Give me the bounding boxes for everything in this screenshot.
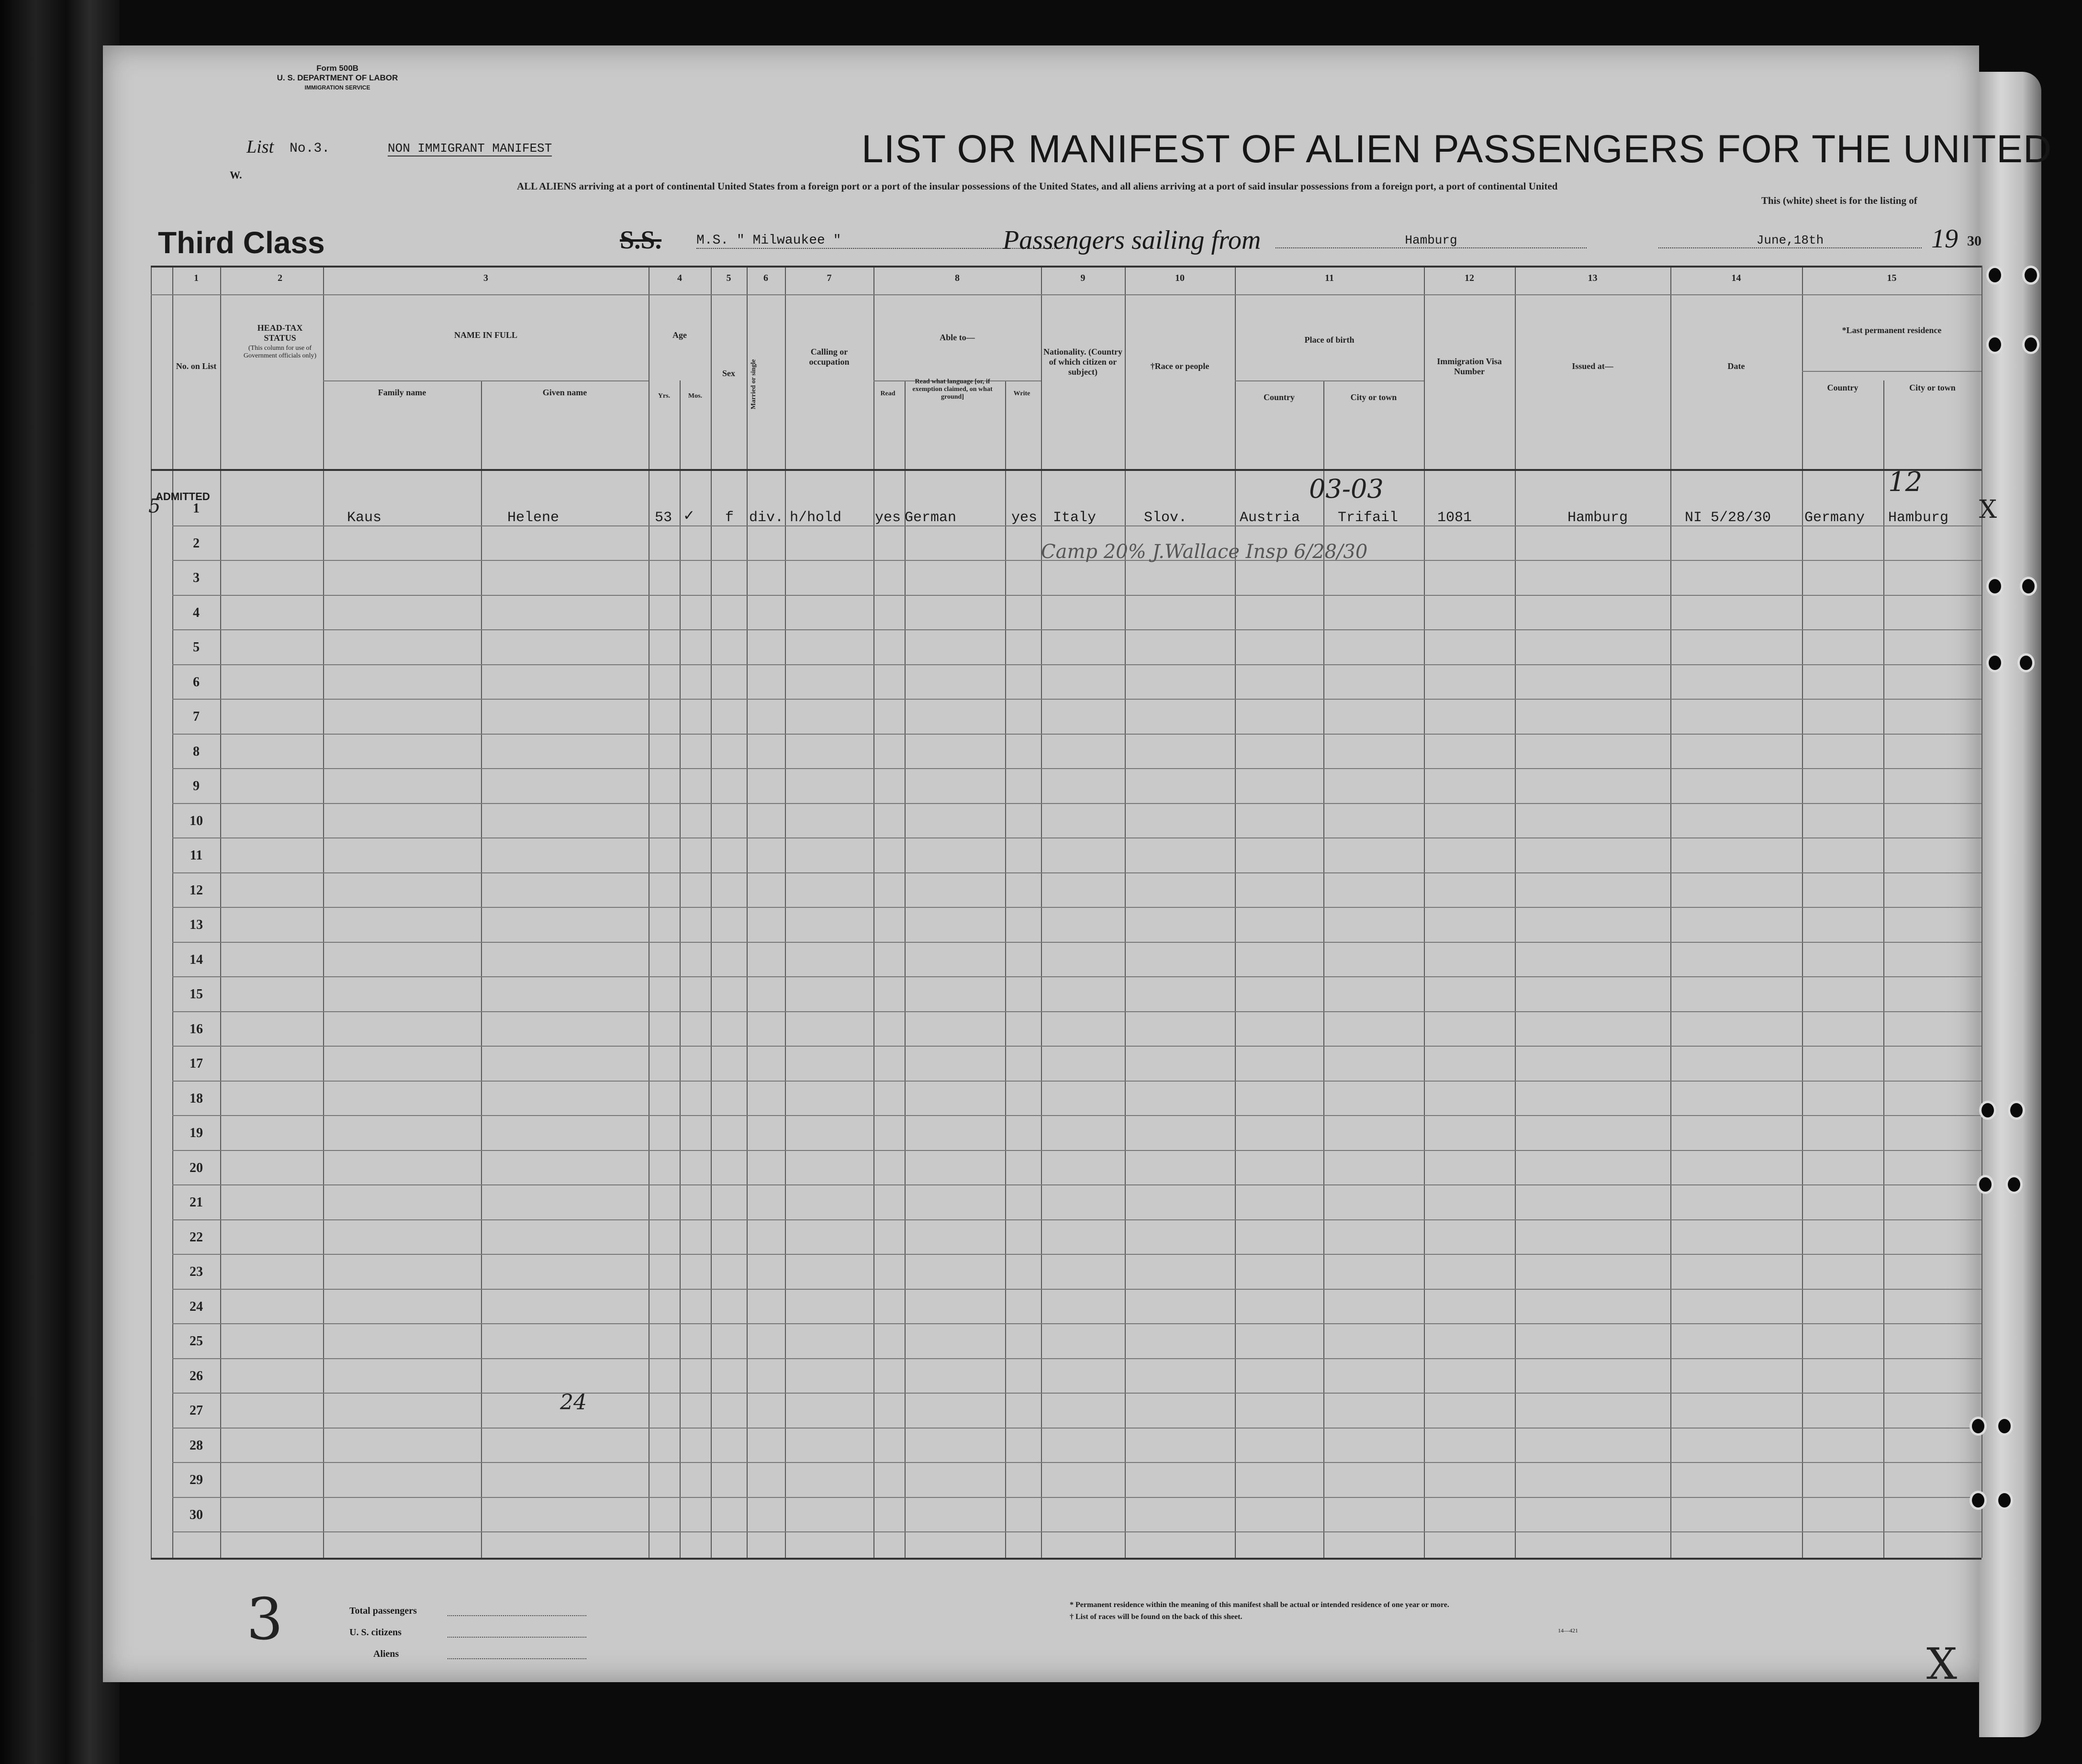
col-num-4: 4 (677, 273, 682, 283)
table-row-rule (172, 837, 1981, 838)
row-x-mark: X (1979, 495, 1997, 524)
residence-code-annotation: 12 (1888, 467, 1923, 498)
col-num-11: 11 (1325, 273, 1334, 283)
row-number: 20 (190, 1161, 203, 1175)
punch-hole (2022, 335, 2039, 354)
header-race: †Race or people (1150, 361, 1209, 371)
us-citizens-field (448, 1637, 586, 1638)
page-title: LIST OR MANIFEST OF ALIEN PASSENGERS FOR THE UNITED (862, 127, 2052, 171)
header-age-mos: Mos. (688, 392, 703, 400)
entry-issued-at: Hamburg (1567, 510, 1628, 526)
manifest-table (148, 266, 1997, 1558)
row-number: 11 (190, 848, 203, 863)
list-number: No.3. (290, 141, 330, 156)
table-column-rule (323, 266, 324, 1558)
admitted-stamp: ADMITTED (156, 491, 210, 502)
table-column-rule (711, 266, 712, 1558)
col-num-15: 15 (1887, 273, 1897, 283)
table-row-rule (151, 1558, 1981, 1560)
header-residence-city: City or town (1909, 383, 1956, 392)
entry-nationality: Italy (1053, 510, 1097, 526)
col-num-3: 3 (483, 273, 488, 283)
class-label: Third Class (158, 225, 325, 260)
margin-number: 5 (148, 495, 161, 517)
list-label: List (246, 137, 274, 157)
table-row-rule (172, 1081, 1981, 1082)
header-name-in-full: NAME IN FULL (454, 330, 517, 340)
table-column-rule (1125, 266, 1126, 1558)
header-sex: Sex (722, 368, 735, 378)
row-number: 7 (193, 709, 200, 724)
header-issued-at: Issued at— (1572, 361, 1613, 371)
manifest-page (103, 45, 2052, 1689)
entry-occupation: h/hold (790, 510, 842, 526)
inspector-note: Camp 20% J.Wallace Insp 6/28/30 (1041, 541, 1368, 563)
table-row-rule (172, 1289, 1981, 1290)
row-number: 28 (190, 1438, 203, 1453)
row-number: 15 (190, 987, 203, 1002)
header-calling: Calling or occupation (809, 347, 850, 367)
list-type: NON IMMIGRANT MANIFEST (388, 141, 552, 156)
table-row-rule (172, 1219, 1981, 1220)
table-row-rule (172, 1254, 1981, 1255)
table-row-rule (172, 1184, 1981, 1185)
punch-hole (1970, 1491, 1987, 1510)
header-family-name: Family name (378, 388, 426, 397)
w-mark: W. (230, 169, 242, 181)
table-row-rule (172, 768, 1981, 769)
table-column-rule (1424, 266, 1425, 1558)
row-number: 22 (190, 1230, 203, 1245)
punch-hole (1970, 1417, 1987, 1436)
header-date: Date (1727, 361, 1745, 371)
entry-write: yes (1011, 510, 1038, 526)
row-number: 29 (190, 1473, 203, 1487)
department-name: U. S. DEPARTMENT OF LABOR (277, 73, 398, 82)
table-row-rule (172, 734, 1981, 735)
departure-port: Hamburg (1276, 233, 1587, 248)
sailing-from-label: Passengers sailing from (1003, 225, 1261, 255)
table-row-rule (172, 907, 1981, 908)
table-column-rule (1005, 380, 1006, 1558)
entry-family-name: Kaus (347, 510, 382, 526)
subtitle-line-2: This (white) sheet is for the listing of (1761, 195, 1917, 206)
col-num-12: 12 (1465, 273, 1474, 283)
row-number: 12 (190, 883, 203, 898)
table-row-rule (172, 1393, 1981, 1394)
header-head-tax-note: (This column for use of Government officials only) (243, 345, 317, 359)
entry-visa-number: 1081 (1437, 510, 1472, 526)
book-binding (0, 0, 120, 1764)
table-column-rule (1670, 266, 1671, 1558)
header-birth-city: City or town (1350, 392, 1397, 402)
service-name: IMMIGRATION SERVICE (304, 84, 370, 91)
col-num-5: 5 (726, 273, 731, 283)
row-number: 27 (190, 1403, 203, 1418)
row-number: 3 (193, 570, 200, 585)
col-num-2: 2 (278, 273, 282, 283)
punch-hole (1986, 577, 2004, 596)
table-row-rule (172, 942, 1981, 943)
form-number: Form 500B (316, 64, 358, 73)
table-column-rule (1041, 266, 1042, 1558)
table-row-rule (172, 1428, 1981, 1429)
sailing-date: June,18th (1658, 233, 1922, 248)
table-column-rule (747, 266, 748, 1558)
table-column-rule (785, 266, 786, 1558)
entry-race: Slov. (1144, 510, 1187, 526)
footnote-races: † List of races will be found on the back of this sheet. (1070, 1613, 1242, 1621)
col-num-9: 9 (1080, 273, 1086, 283)
entry-marital: div. (749, 510, 784, 526)
header-no-on-list: No. on List (176, 361, 217, 371)
row-number: 19 (190, 1126, 203, 1140)
page-curl-edge (1979, 72, 2041, 1737)
table-row-rule (172, 872, 1981, 873)
punch-hole (1986, 266, 2004, 285)
col-num-7: 7 (827, 273, 832, 283)
table-column-rule (172, 266, 173, 1558)
punch-hole (2017, 653, 2035, 672)
table-column-rule (220, 266, 221, 1558)
header-last-residence: *Last permanent residence (1842, 325, 1942, 335)
table-row-rule (323, 380, 649, 381)
table-column-rule (905, 380, 906, 1558)
table-row-rule (1235, 380, 1424, 381)
table-column-rule (873, 266, 874, 1558)
punch-hole (1986, 653, 2004, 672)
table-column-rule (151, 266, 152, 1558)
table-row-rule (151, 294, 1981, 295)
table-row-rule (172, 1150, 1981, 1151)
year-prefix: 19 (1931, 224, 1958, 254)
punch-hole (2008, 1101, 2025, 1120)
punch-hole (1996, 1491, 2013, 1510)
row-number: 25 (190, 1334, 203, 1349)
row-number: 24 (190, 1299, 203, 1314)
entry-birth-city: Trifail (1338, 510, 1399, 526)
form-header (246, 64, 428, 92)
row-number: 14 (190, 952, 203, 967)
row-number: 8 (193, 744, 200, 759)
table-row-rule (151, 469, 1981, 471)
header-nationality: Nationality. (Country of which citizen or subject) (1043, 347, 1123, 377)
total-count-annotation: 3 (246, 1586, 283, 1653)
table-row-rule (151, 266, 1981, 268)
table-column-rule (1802, 266, 1803, 1558)
row-number: 21 (190, 1195, 203, 1210)
col-num-10: 10 (1175, 273, 1185, 283)
row-number: 16 (190, 1022, 203, 1037)
table-row-rule (172, 1531, 1981, 1532)
row-number: 2 (193, 536, 200, 551)
header-age: Age (672, 330, 687, 340)
entry-age: 53 (655, 510, 672, 526)
entry-sex: f (725, 510, 734, 526)
footnote-residence: * Permanent residence within the meaning of this manifest shall be actual or intended residence of one year or more. (1070, 1601, 1449, 1609)
subtitle-line-1: ALL ALIENS arriving at a port of continental United States from a foreign port or a port of the insular possessions of the United States, and all aliens arriving at a port of said insular possessions from a foreign port, a port of continental United (517, 180, 1558, 192)
row-number: 26 (190, 1369, 203, 1384)
punch-hole (1986, 335, 2004, 354)
table-row-rule (172, 1011, 1981, 1012)
table-row-rule (172, 699, 1981, 700)
col-num-8: 8 (955, 273, 960, 283)
table-column-rule (680, 380, 681, 1558)
header-head-tax: HEAD-TAX STATUS (257, 323, 303, 343)
birth-code-annotation: 03-03 (1309, 474, 1384, 504)
table-column-rule (1981, 266, 1982, 1558)
table-row-rule (172, 1323, 1981, 1324)
punch-hole (2022, 266, 2039, 285)
table-column-rule (1235, 266, 1236, 1558)
entry-residence-city: Hamburg (1888, 510, 1949, 526)
row-number: 5 (193, 640, 200, 655)
row-number: 13 (190, 917, 203, 932)
table-column-rule (1515, 266, 1516, 1558)
col-num-6: 6 (763, 273, 768, 283)
header-read-language: Read what language [or, if exemption claimed, on what ground] (912, 378, 993, 401)
table-row-rule (1802, 371, 1981, 372)
table-row-rule (172, 1046, 1981, 1047)
punch-hole (1979, 1101, 1996, 1120)
table-row-rule (172, 664, 1981, 665)
row-number: 1 (193, 501, 200, 516)
table-row-rule (172, 1358, 1981, 1359)
col-num-13: 13 (1588, 273, 1598, 283)
row-number: 30 (190, 1507, 203, 1522)
header-write: Write (1013, 390, 1030, 397)
table-row-rule (172, 595, 1981, 596)
table-row-rule (172, 1462, 1981, 1463)
entry-language: German (905, 510, 957, 526)
table-row-rule (172, 976, 1981, 977)
aliens-field (448, 1658, 586, 1659)
row-number: 18 (190, 1091, 203, 1106)
table-column-rule (481, 380, 482, 1558)
col-num-1: 1 (194, 273, 199, 283)
us-citizens-label: U. S. citizens (349, 1627, 402, 1638)
total-passengers-label: Total passengers (349, 1606, 417, 1616)
header-able-to: Able to— (940, 333, 975, 342)
header-visa-number: Immigration Visa Number (1437, 357, 1502, 376)
header-residence-country: Country (1827, 383, 1858, 392)
punch-hole (2005, 1175, 2023, 1194)
header-place-of-birth: Place of birth (1304, 335, 1354, 345)
entry-residence-country: Germany (1804, 510, 1865, 526)
page-number-annotation: 24 (560, 1390, 587, 1415)
ss-label: S.S. (620, 225, 662, 254)
entry-age-check-mark: ✓ (683, 507, 695, 524)
header-read: Read (880, 390, 895, 397)
footer-x-mark: X (1926, 1639, 1958, 1689)
row-number: 4 (193, 605, 200, 620)
header-birth-country: Country (1263, 392, 1295, 402)
entry-visa-date: NI 5/28/30 (1685, 510, 1771, 526)
header-given-name: Given name (542, 388, 587, 397)
ship-name: M.S. " Milwaukee " (696, 233, 1070, 249)
table-row-rule (172, 803, 1981, 804)
row-number: 9 (193, 779, 200, 793)
table-row-rule (172, 1115, 1981, 1116)
punch-hole (1977, 1175, 1994, 1194)
table-column-rule (1883, 380, 1884, 1558)
punch-hole (2020, 577, 2037, 596)
table-row-rule (172, 629, 1981, 630)
table-row-rule (172, 1497, 1981, 1498)
header-married: Married or single (750, 359, 757, 410)
total-passengers-field (448, 1615, 586, 1616)
punch-hole (1996, 1417, 2013, 1436)
row-number: 10 (190, 814, 203, 828)
row-number: 17 (190, 1056, 203, 1071)
year-suffix: 30 (1967, 233, 1981, 249)
entry-birth-country: Austria (1240, 510, 1300, 526)
row-number: 23 (190, 1264, 203, 1279)
header-age-yrs: Yrs. (658, 392, 671, 400)
col-num-14: 14 (1731, 273, 1741, 283)
print-code: 14—421 (1558, 1627, 1578, 1634)
row-number: 6 (193, 675, 200, 690)
entry-read: yes (875, 510, 901, 526)
aliens-label: Aliens (373, 1649, 399, 1659)
entry-given-name: Helene (507, 510, 560, 526)
